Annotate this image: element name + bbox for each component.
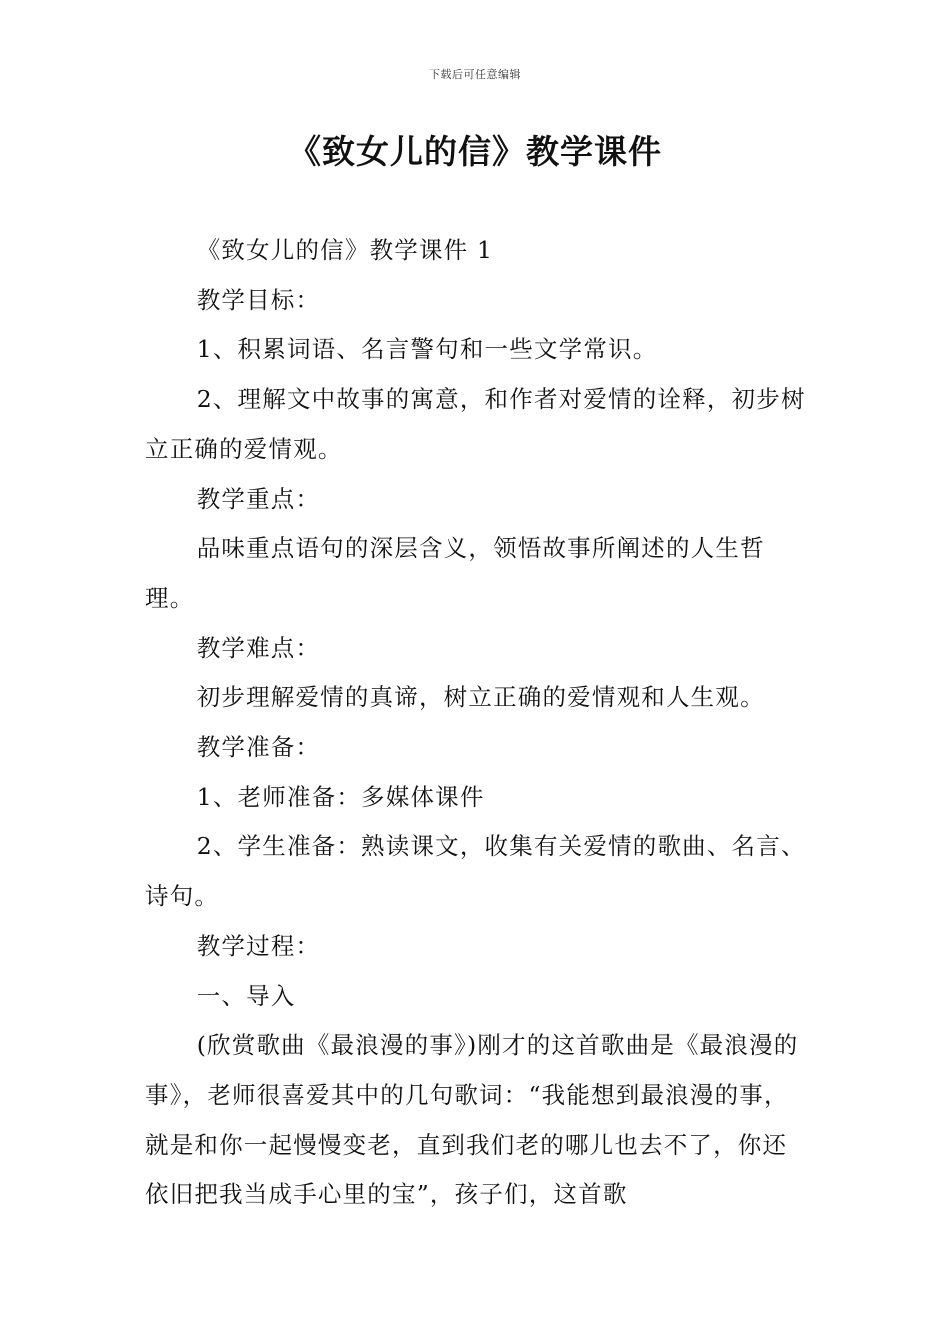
paragraph-preparation-heading: 教学准备：: [196, 733, 321, 762]
header-note: 下载后可任意编辑: [429, 68, 521, 81]
document-title: 《致女儿的信》教学课件: [288, 132, 662, 171]
paragraph-keypoints: 品味重点语句的深层含义，领悟故事所阐述的人生哲理。: [145, 534, 765, 612]
paragraph-difficulties: 初步理解爱情的真谛，树立正确的爱情观和人生观。: [196, 683, 765, 712]
paragraph-keypoints-heading: 教学重点：: [196, 484, 321, 513]
paragraph-preparation-teacher: 1、老师准备：多媒体课件: [196, 782, 485, 811]
paragraph-intro-body: (欣赏歌曲《最浪漫的事》)刚才的这首歌曲是《最浪漫的事》，老师很喜爱其中的几句歌词：“我能想到最浪漫的事，就是和你一起慢慢变老，直到我们老的哪儿也去不了，你还依旧把我当成手心里的宝”，孩子们，这首歌: [145, 1031, 799, 1209]
paragraph-goal-1: 1、积累词语、名言警句和一些文学常识。: [196, 335, 658, 364]
document-body: [145, 226, 809, 1220]
paragraph-subtitle: 《致女儿的信》教学课件 1: [196, 236, 494, 264]
paragraph-preparation-student: 2、学生准备：熟读课文，收集有关爱情的歌曲、名言、诗句。: [145, 832, 806, 911]
paragraph-goal-2: 2、理解文中故事的寓意，和作者对爱情的诠释，初步树立正确的爱情观。: [145, 385, 806, 463]
paragraph-goals-heading: 教学目标：: [196, 285, 321, 314]
paragraph-process-heading: 教学过程：: [196, 931, 321, 960]
paragraph-difficulties-heading: 教学难点：: [196, 633, 321, 662]
paragraph-intro-heading: 一、导入: [196, 981, 296, 1010]
